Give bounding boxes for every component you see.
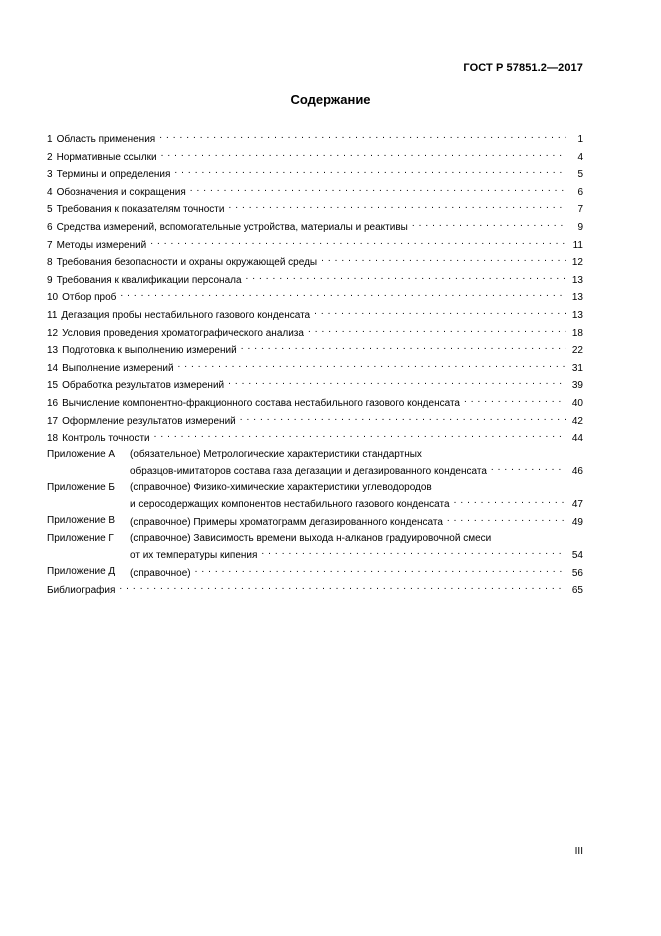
appendix-label: Приложение Г [47, 532, 114, 544]
toc-entry-title: Обработка результатов измерений [62, 380, 225, 392]
toc-entry-number: 2 [47, 151, 53, 163]
toc-entry-page: 31 [571, 362, 583, 374]
document-code: ГОСТ Р 57851.2—2017 [463, 62, 583, 74]
appendix-body [130, 513, 583, 531]
toc-appendix-entry[interactable] [47, 447, 583, 480]
leader-dots [228, 200, 566, 212]
appendix-label: Приложение А [47, 448, 116, 460]
toc-entry-number: 5 [47, 204, 53, 216]
toc-entry-page: 42 [571, 415, 583, 427]
toc-entry[interactable] [47, 148, 583, 166]
leader-dots [240, 412, 566, 424]
toc-entry[interactable] [47, 376, 583, 394]
toc-entry[interactable] [47, 288, 583, 306]
toc-entry-title: Термины и определения [56, 169, 171, 181]
appendix-title-line1: (обязательное) Метрологические характеристики стандартных [130, 448, 422, 460]
toc-entry-page: 13 [571, 309, 583, 321]
toc-entry-title: Область применения [56, 134, 156, 145]
toc-entry-page: 44 [571, 433, 583, 445]
toc-entry-number: 6 [47, 221, 53, 233]
leader-dots [321, 253, 566, 265]
toc-appendix-entry[interactable] [47, 531, 583, 564]
leader-dots [161, 148, 566, 160]
leader-dots [159, 130, 566, 142]
appendix-title-line2: от их температуры кипения [130, 550, 258, 562]
toc-entry-title: Условия проведения хроматографического анализа [62, 327, 304, 339]
toc-entry-title: Выполнение измерений [62, 362, 174, 374]
page-number: III [574, 846, 583, 857]
appendix-title-line2: образцов-имитаторов состава газа дегазации и дегазированного конденсата [130, 466, 487, 478]
toc-entry-title: Контроль точности [62, 433, 150, 445]
toc-entry-page: 9 [577, 221, 583, 233]
leader-dots [314, 306, 566, 318]
table-of-contents [47, 130, 583, 599]
toc-entry[interactable] [47, 183, 583, 201]
toc-entry[interactable] [47, 165, 583, 183]
leader-dots [195, 564, 566, 576]
toc-entry-title: Библиография [47, 585, 116, 597]
leader-dots [464, 394, 566, 406]
toc-entry-page: 11 [572, 239, 583, 251]
toc-sections [47, 130, 583, 447]
toc-entry-page: 54 [571, 550, 583, 562]
toc-appendices [47, 447, 583, 582]
appendix-body [130, 447, 583, 480]
toc-entry-title: Подготовка к выполнению измерений [62, 345, 237, 357]
leader-dots [246, 271, 566, 283]
toc-entry-number: 4 [47, 186, 53, 198]
toc-entry[interactable] [47, 200, 583, 218]
leader-dots [454, 495, 566, 507]
toc-entry[interactable] [47, 218, 583, 236]
toc-entry-title: Средства измерений, вспомогательные устройства, материалы и реактивы [56, 221, 408, 233]
leader-dots [228, 376, 566, 388]
toc-entry-number: 12 [47, 327, 59, 339]
toc-entry-number: 8 [47, 257, 53, 269]
toc-entry-page: 4 [577, 151, 583, 163]
leader-dots [190, 183, 566, 195]
toc-entry-number: 15 [47, 380, 59, 392]
toc-entry-page: 56 [571, 567, 583, 579]
leader-dots [261, 546, 566, 558]
toc-entry-title: Требования к показателям точности [56, 204, 225, 216]
toc-entry-number: 7 [47, 239, 53, 251]
leader-dots [412, 218, 566, 230]
toc-entry-title: Требования к квалификации персонала [56, 274, 242, 286]
toc-entry-number: 16 [47, 397, 59, 409]
toc-entry-number: 1 [47, 134, 53, 145]
appendix-title-line2: (справочное) Примеры хроматограмм дегазированного конденсата [130, 517, 443, 529]
appendix-label: Приложение Б [47, 481, 115, 493]
toc-title: Содержание [290, 92, 371, 107]
toc-entry-number: 18 [47, 433, 59, 445]
appendix-title-line1: (справочное) Физико-химические характеристики углеводородов [130, 481, 432, 493]
toc-entry-number: 3 [47, 169, 53, 181]
leader-dots [150, 236, 566, 248]
toc-entry-number: 11 [47, 309, 58, 321]
toc-entry-page: 40 [571, 397, 583, 409]
toc-entry-title: Отбор проб [62, 292, 117, 304]
toc-entry[interactable] [47, 394, 583, 412]
toc-entry-page: 7 [577, 204, 583, 216]
appendix-label: Приложение В [47, 515, 116, 527]
toc-entry-page: 65 [571, 585, 583, 597]
toc-entry-bibliography[interactable] [47, 581, 583, 599]
appendix-title-line2: и серосодержащих компонентов нестабильного газового конденсата [130, 499, 450, 511]
toc-entry[interactable] [47, 412, 583, 430]
toc-entry-title: Вычисление компонентно-фракционного состава нестабильного газового конденсата [62, 397, 460, 409]
leader-dots [241, 341, 566, 353]
toc-appendix-entry[interactable] [47, 513, 583, 531]
toc-entry[interactable] [47, 253, 583, 271]
toc-entry-page: 47 [571, 499, 583, 511]
toc-entry-page: 5 [577, 169, 583, 181]
appendix-title-line2: (справочное) [130, 567, 191, 579]
toc-entry[interactable] [47, 306, 583, 324]
toc-entry-page: 13 [571, 274, 583, 286]
leader-dots [447, 513, 566, 525]
appendix-label: Приложение Д [47, 565, 116, 577]
toc-entry[interactable] [47, 130, 583, 148]
toc-entry-page: 1 [577, 134, 583, 145]
toc-entry-title: Обозначения и сокращения [56, 186, 186, 198]
leader-dots [308, 324, 566, 336]
toc-entry-number: 14 [47, 362, 59, 374]
leader-dots [178, 359, 566, 371]
toc-entry-number: 10 [47, 292, 59, 304]
toc-appendix-entry[interactable] [47, 480, 583, 513]
appendix-title-line1: (справочное) Зависимость времени выхода н-алканов градуировочной смеси [130, 532, 492, 544]
toc-entry-number: 9 [47, 274, 53, 286]
leader-dots [119, 581, 566, 593]
toc-entry-title: Дегазация пробы нестабильного газового конденсата [61, 309, 311, 321]
appendix-body [130, 480, 583, 513]
toc-entry[interactable] [47, 236, 583, 254]
toc-appendix-entry[interactable] [47, 564, 583, 582]
toc-entry[interactable] [47, 359, 583, 377]
toc-entry-number: 17 [47, 415, 59, 427]
toc-entry[interactable] [47, 429, 583, 447]
appendix-body [130, 531, 583, 564]
toc-entry-page: 18 [571, 327, 583, 339]
toc-entry-title: Нормативные ссылки [56, 151, 157, 163]
appendix-body [130, 564, 583, 582]
toc-entry[interactable] [47, 341, 583, 359]
toc-entry[interactable] [47, 271, 583, 289]
toc-entry-page: 22 [571, 345, 583, 357]
leader-dots [154, 429, 566, 441]
toc-entry-title: Методы измерений [56, 239, 147, 251]
toc-entry-page: 13 [571, 292, 583, 304]
toc-entry-title: Оформление результатов измерений [62, 415, 236, 427]
toc-entry-page: 12 [571, 257, 583, 269]
toc-entry-title: Требования безопасности и охраны окружающей среды [56, 257, 318, 269]
leader-dots [174, 165, 566, 177]
toc-entry-page: 46 [571, 466, 583, 478]
toc-entry-page: 39 [571, 380, 583, 392]
toc-entry-page: 49 [571, 517, 583, 529]
leader-dots [491, 462, 566, 474]
leader-dots [120, 288, 566, 300]
toc-entry-number: 13 [47, 345, 59, 357]
toc-entry-page: 6 [577, 186, 583, 198]
toc-entry[interactable] [47, 324, 583, 342]
